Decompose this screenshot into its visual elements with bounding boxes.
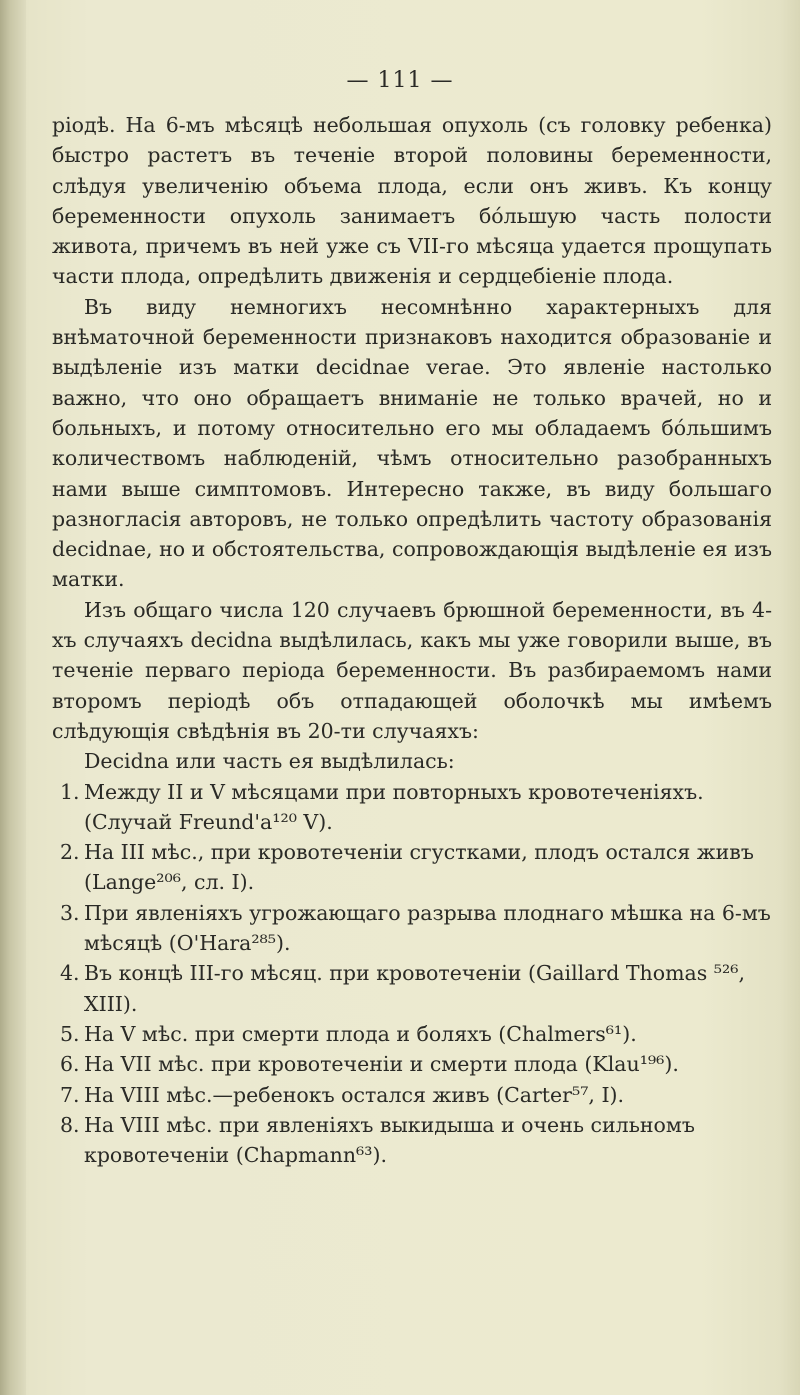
paragraph-continuation: ріодѣ. На 6-мъ мѣсяцѣ небольшая опухоль (съ головку ребенка) быстро растетъ въ теченіе второй половины беременности, слѣдуя увеличенію объема плода, если онъ живъ. Къ концу беременности опухоль занимаетъ бо́льшую часть полости живота, причемъ въ ней уже съ VII-го мѣсяца удается прощупать части плода, опредѣлить движенія и сердцебіеніе плода. [52, 113, 772, 289]
list-item [52, 1049, 772, 1079]
list-item [52, 777, 772, 838]
page-number: — 111 — [346, 68, 454, 93]
paragraph-case-statistics: Изъ общаго числа 120 случаевъ брюшной беременности, въ 4-хъ случаяхъ decidna выдѣлилась, какъ мы уже говорили выше, въ теченіе перваго періода беременности. Въ разбираемомъ нами второмъ періодѣ объ отпадающей оболочкѣ мы имѣемъ слѣдующія свѣдѣнія въ 20-ти случаяхъ: [52, 597, 772, 743]
list-item-text: Въ концѣ III-го мѣсяц. при кровотеченіи (Gaillard Thomas ⁵²⁶, XIII). [84, 961, 745, 1016]
list-item-text: На V мѣс. при смерти плода и боляхъ (Chalmers⁶¹). [84, 1021, 637, 1046]
list-item-text: На VIII мѣс. при явленіяхъ выкидыша и очень сильномъ кровотеченіи (Chapmann⁶³). [84, 1112, 695, 1168]
list-item-text: При явленіяхъ угрожающаго разрыва плоднаго мѣшка на 6-мъ мѣсяцѣ (O'Hara²⁸⁵). [84, 900, 771, 956]
paragraph-decidua-intro: Въ виду немногихъ несомнѣнно характерныхъ для внѣматочной беременности признаковъ находится образованіе и выдѣленіе изъ матки decidnae verae. Это явленіе настолько важно, что оно обращаетъ вниманіе не только врачей, но и больныхъ, и потому относительно его мы обладаемъ бо́льшимъ количествомъ наблюденій, чѣмъ относительно разобранныхъ нами выше симптомовъ. Интересно также, въ виду большаго разногласія авторовъ, не только опредѣлить частоту образованія decidnae, но и обстоятельства, сопровождающія выдѣленіе ея изъ матки. [52, 294, 772, 592]
list-item-number: 3. [60, 900, 80, 925]
list-item [52, 898, 772, 959]
list-item-number: 8. [60, 1112, 80, 1137]
page-spine-shadow [0, 0, 26, 1395]
list-item-number: 6. [60, 1052, 80, 1077]
list-item [52, 837, 772, 898]
list-item-number: 4. [60, 961, 80, 986]
list-item-number: 5. [60, 1021, 80, 1046]
list-item [52, 1110, 772, 1171]
list-item-number: 7. [60, 1082, 80, 1107]
list-item [52, 1019, 772, 1049]
list-item [52, 958, 772, 1019]
list-item-number: 1. [60, 779, 80, 804]
case-list [52, 777, 772, 1171]
list-item [52, 1080, 772, 1110]
paragraph-list-heading: Decidna или часть ея выдѣлилась: [84, 749, 455, 774]
page-body [52, 110, 772, 1170]
list-item-text: На III мѣс., при кровотеченіи сгустками, плодъ остался живъ (Lange²⁰⁶, сл. I). [84, 840, 754, 895]
list-item-number: 2. [60, 840, 80, 865]
list-item-text: На VIII мѣс.—ребенокъ остался живъ (Carter⁵⁷, I). [84, 1082, 625, 1107]
list-item-text: Между II и V мѣсяцами при повторныхъ кровотеченіяхъ. (Случай Freund'a¹²⁰ V). [84, 779, 704, 834]
list-item-text: На VII мѣс. при кровотеченіи и смерти плода (Klau¹⁹⁶). [84, 1052, 679, 1077]
